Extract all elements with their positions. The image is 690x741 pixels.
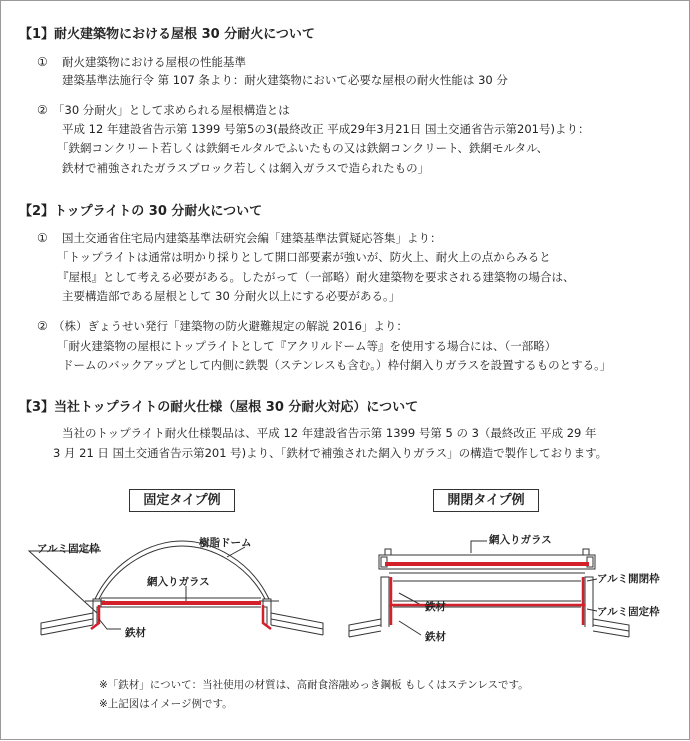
fixed-frame-label: アルミ固定枠 — [37, 543, 100, 555]
sec1-item2-line2: 平成 12 年建設省告示第 1399 号第5の3(最終改正 平成29年3月21日 国土交通省告示第201号)より： — [62, 122, 590, 136]
sec1-item1-line2: 建築基準法施行令 第 107 条より：耐火建築物において必要な屋根の耐火性能は 30 分 — [62, 73, 508, 87]
sec2-item2-line1: （株）ぎょうせい発行「建築物の防火避難規定の解説 2016」より： — [53, 319, 408, 333]
section3-heading: 【3】当社トップライトの耐火仕様（屋根 30 分耐火対応）について — [19, 400, 419, 415]
dome-label: 樹脂ドーム — [199, 537, 252, 549]
steel-label: 鉄材 — [425, 631, 446, 643]
material-note: ※「鉄材」について：当社使用の材質は、高耐食溶融めっき鋼板 もしくはステンレスです。 — [99, 679, 529, 691]
sec2-item2-line2: 「耐火建築物の屋根にトップライトとして『アクリルドーム等』を使用する場合には、（一部略） — [57, 339, 557, 353]
sec3-line1: 当社のトップライト耐火仕様製品は、平成 12 年建設省告示第 1399 号第 5 の 3（最終改正 平成 29 年 — [62, 426, 597, 440]
sec2-item1-line1: 国土交通省住宅局内建築基準法研究会編「建築基準法質疑応答集」より： — [62, 231, 442, 245]
sec2-item1-line4: 主要構造部である屋根として 30 分耐火以上にする必要がある。」 — [62, 289, 401, 303]
image-note: ※上記図はイメージ例です。 — [99, 698, 233, 710]
open-frame-label: アルミ開閉枠 — [597, 573, 660, 585]
fixed-frame-label: アルミ固定枠 — [597, 606, 660, 618]
fixed-type-title: 固定タイプ例 — [129, 489, 235, 512]
steel-label: 鉄材 — [125, 627, 146, 639]
sec2-item1-line3: 『屋根』として考える必要がある。したがって（一部略）耐火建築物を要求される建築物の場合は、 — [57, 270, 575, 284]
sec1-item1-line1: 耐火建築物における屋根の性能基準 — [62, 55, 246, 69]
sec3-line2: 3 月 21 日 国土交通省告示第201 号)より、「鉄材で補強された網入りガラス」の構造で製作しております。 — [53, 446, 608, 460]
item-number: ① — [37, 55, 48, 69]
section2-heading: 【2】トップライトの 30 分耐火について — [19, 204, 263, 219]
wired-glass-label: 網入りガラス — [147, 576, 210, 588]
opening-type-title: 開閉タイプ例 — [433, 489, 539, 512]
fixed-steel-red — [91, 601, 271, 629]
sec1-item2-line3: 「鉄網コンクリート若しくは鉄網モルタルでふいたもの又は鉄網コンクリート、鉄網モルタル、 — [57, 141, 549, 155]
sec1-item2-line4: 鉄材で補強されたガラスブロック若しくは網入ガラスで造られたもの」 — [62, 161, 430, 175]
sec1-item2-line1: 「30 分耐火」として求められる屋根構造とは — [53, 103, 290, 117]
fixed-type-diagram — [29, 541, 323, 635]
skylight-diagrams — [1, 1, 690, 741]
item-number: ② — [37, 103, 48, 117]
item-number: ① — [37, 231, 48, 245]
wired-glass-label: 網入りガラス — [489, 534, 552, 546]
sec2-item2-line3: ドームのバックアップとして内側に鉄製（ステンレスも含む。）枠付網入りガラスを設置するものとする。」 — [62, 358, 612, 372]
steel-label: 鉄材 — [425, 601, 446, 613]
opening-steel-red — [385, 562, 589, 625]
sec2-item1-line2: 「トップライトは通常は明かり採りとして開口部要素が強いが、防火上、耐火上の点からみると — [57, 250, 551, 264]
section1-heading: 【1】耐火建築物における屋根 30 分耐火について — [19, 27, 315, 42]
item-number: ② — [37, 319, 48, 333]
